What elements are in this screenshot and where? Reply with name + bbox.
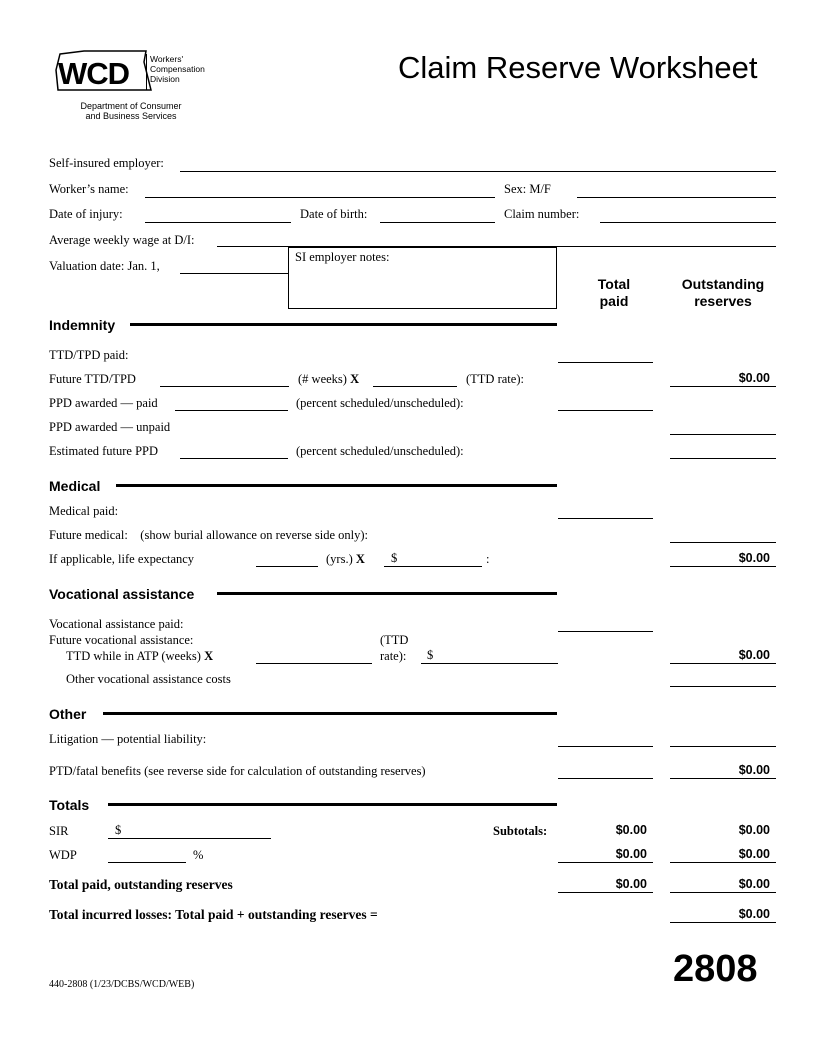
notes-label: SI employer notes:: [295, 250, 390, 264]
total-outstanding: $0.00: [670, 877, 776, 893]
ppd-unpaid-label: PPD awarded — unpaid: [49, 420, 171, 434]
valuation-year-field[interactable]: [180, 258, 288, 274]
life-expectancy-value: $0.00: [670, 551, 776, 567]
subtotal-paid: $0.00: [615, 823, 647, 837]
vocational-heading: Vocational assistance: [49, 586, 195, 602]
date-of-birth-label: Date of birth:: [300, 207, 368, 221]
sir-field[interactable]: $: [108, 823, 271, 839]
employer-field[interactable]: [180, 156, 776, 172]
ptd-value: $0.00: [670, 763, 776, 779]
claim-number-label: Claim number:: [504, 207, 580, 221]
ttd-atp-value: $0.00: [670, 648, 776, 664]
life-expectancy-field[interactable]: [256, 551, 318, 567]
date-of-injury-field[interactable]: [145, 207, 291, 223]
ppd-paid-field[interactable]: [175, 395, 288, 411]
total-paid-header: Total paid: [597, 276, 631, 309]
ttd-atp-weeks-field[interactable]: [256, 648, 372, 664]
ttd-rate-label: (TTD rate):: [466, 372, 524, 386]
ppd-percent-label: (percent scheduled/unscheduled):: [296, 396, 464, 410]
wdp-outstanding: $0.00: [670, 847, 776, 863]
totals-heading: Totals: [49, 797, 90, 813]
date-of-birth-field[interactable]: [380, 207, 495, 223]
wdp-paid: $0.00: [558, 847, 653, 863]
future-ttd-weeks-field[interactable]: [160, 371, 289, 387]
yrs-label: (yrs.) X: [326, 552, 365, 566]
totals-rule: [108, 803, 557, 806]
medical-heading: Medical: [49, 478, 101, 494]
total-paid: $0.00: [558, 877, 653, 893]
sex-label: Sex: M/F: [504, 182, 551, 196]
indemnity-heading: Indemnity: [49, 317, 116, 333]
sir-label: SIR: [49, 824, 69, 838]
ttd-atp-label: TTD while in ATP (weeks) X: [66, 649, 214, 663]
employer-label: Self-insured employer:: [49, 156, 164, 170]
ttd-rate-label-2: rate):: [380, 649, 407, 663]
aww-label: Average weekly wage at D/I:: [49, 233, 195, 247]
total-incurred-label: Total incurred losses: Total paid + outstanding reserves =: [49, 907, 378, 922]
total-incurred-value: $0.00: [670, 907, 776, 923]
future-vocational-label: Future vocational assistance:: [49, 633, 194, 647]
future-ttd-value: $0.00: [670, 371, 776, 387]
sex-field[interactable]: [577, 182, 776, 198]
ttd-rate-label-1: (TTD: [380, 633, 409, 647]
wcd-logo: [52, 46, 212, 122]
logo-division-name: Workers' Compensation Division: [150, 54, 205, 84]
date-of-injury-label: Date of injury:: [49, 207, 123, 221]
other-heading: Other: [49, 706, 87, 722]
indemnity-rule: [130, 323, 557, 326]
form-number: 2808: [673, 948, 758, 990]
litigation-paid-field[interactable]: [558, 731, 653, 747]
aww-field[interactable]: [217, 231, 776, 247]
valuation-date-label: Valuation date: Jan. 1,: [49, 259, 160, 273]
future-medical-field[interactable]: [670, 527, 776, 543]
future-medical-label: Future medical: (show burial allowance on reverse side only):: [49, 528, 369, 542]
ttd-atp-rate-field[interactable]: $: [421, 648, 558, 664]
life-expectancy-label: If applicable, life expectancy: [49, 552, 195, 566]
outstanding-reserves-header: Outstanding reserves: [681, 276, 765, 309]
other-vocational-label: Other vocational assistance costs: [66, 672, 231, 686]
life-colon: :: [486, 552, 490, 566]
ptd-paid-field[interactable]: [558, 763, 653, 779]
logo-department: Department of Consumer and Business Services: [80, 101, 182, 121]
litigation-label: Litigation — potential liability:: [49, 732, 207, 746]
weeks-label: (# weeks) X: [298, 372, 360, 386]
ttd-paid-field[interactable]: [558, 347, 653, 363]
vocational-rule: [217, 592, 557, 595]
est-ppd-field[interactable]: [180, 443, 288, 459]
total-paid-outstanding-label: Total paid, outstanding reserves: [49, 877, 233, 892]
page-title: Claim Reserve Worksheet: [398, 50, 758, 85]
medical-rule: [116, 484, 557, 487]
worker-name-label: Worker’s name:: [49, 182, 129, 196]
ttd-paid-label: TTD/TPD paid:: [49, 348, 129, 362]
subtotals-label: Subtotals:: [493, 824, 548, 838]
est-ppd-percent-label: (percent scheduled/unscheduled):: [296, 444, 464, 458]
claim-number-field[interactable]: [600, 207, 776, 223]
est-ppd-outstanding-field[interactable]: [670, 443, 776, 459]
form-code: 440-2808 (1/23/DCBS/WCD/WEB): [49, 979, 195, 990]
medical-paid-label: Medical paid:: [49, 504, 119, 518]
ppd-unpaid-field[interactable]: [670, 419, 776, 435]
wdp-label: WDP: [49, 848, 77, 862]
ppd-paid-label: PPD awarded — paid: [49, 396, 158, 410]
subtotal-outstanding: $0.00: [738, 823, 770, 837]
other-rule: [103, 712, 557, 715]
ptd-label: PTD/fatal benefits (see reverse side for calculation of outstanding reserves): [49, 764, 426, 778]
worker-name-field[interactable]: [145, 182, 495, 198]
life-amount-field[interactable]: $: [384, 551, 482, 567]
wdp-field[interactable]: [108, 847, 186, 863]
future-ttd-label: Future TTD/TPD: [49, 372, 136, 386]
vocational-paid-label: Vocational assistance paid:: [49, 617, 184, 631]
est-ppd-label: Estimated future PPD: [49, 444, 159, 458]
logo-acronym: WCD: [58, 56, 130, 91]
medical-paid-field[interactable]: [558, 503, 653, 519]
future-ttd-rate-field[interactable]: [373, 371, 457, 387]
litigation-outstanding-field[interactable]: [670, 731, 776, 747]
wdp-percent: %: [193, 848, 204, 862]
ppd-paid-total-field[interactable]: [558, 395, 653, 411]
si-employer-notes-box[interactable]: [288, 247, 557, 309]
other-vocational-field[interactable]: [670, 671, 776, 687]
vocational-paid-field[interactable]: [558, 616, 653, 632]
